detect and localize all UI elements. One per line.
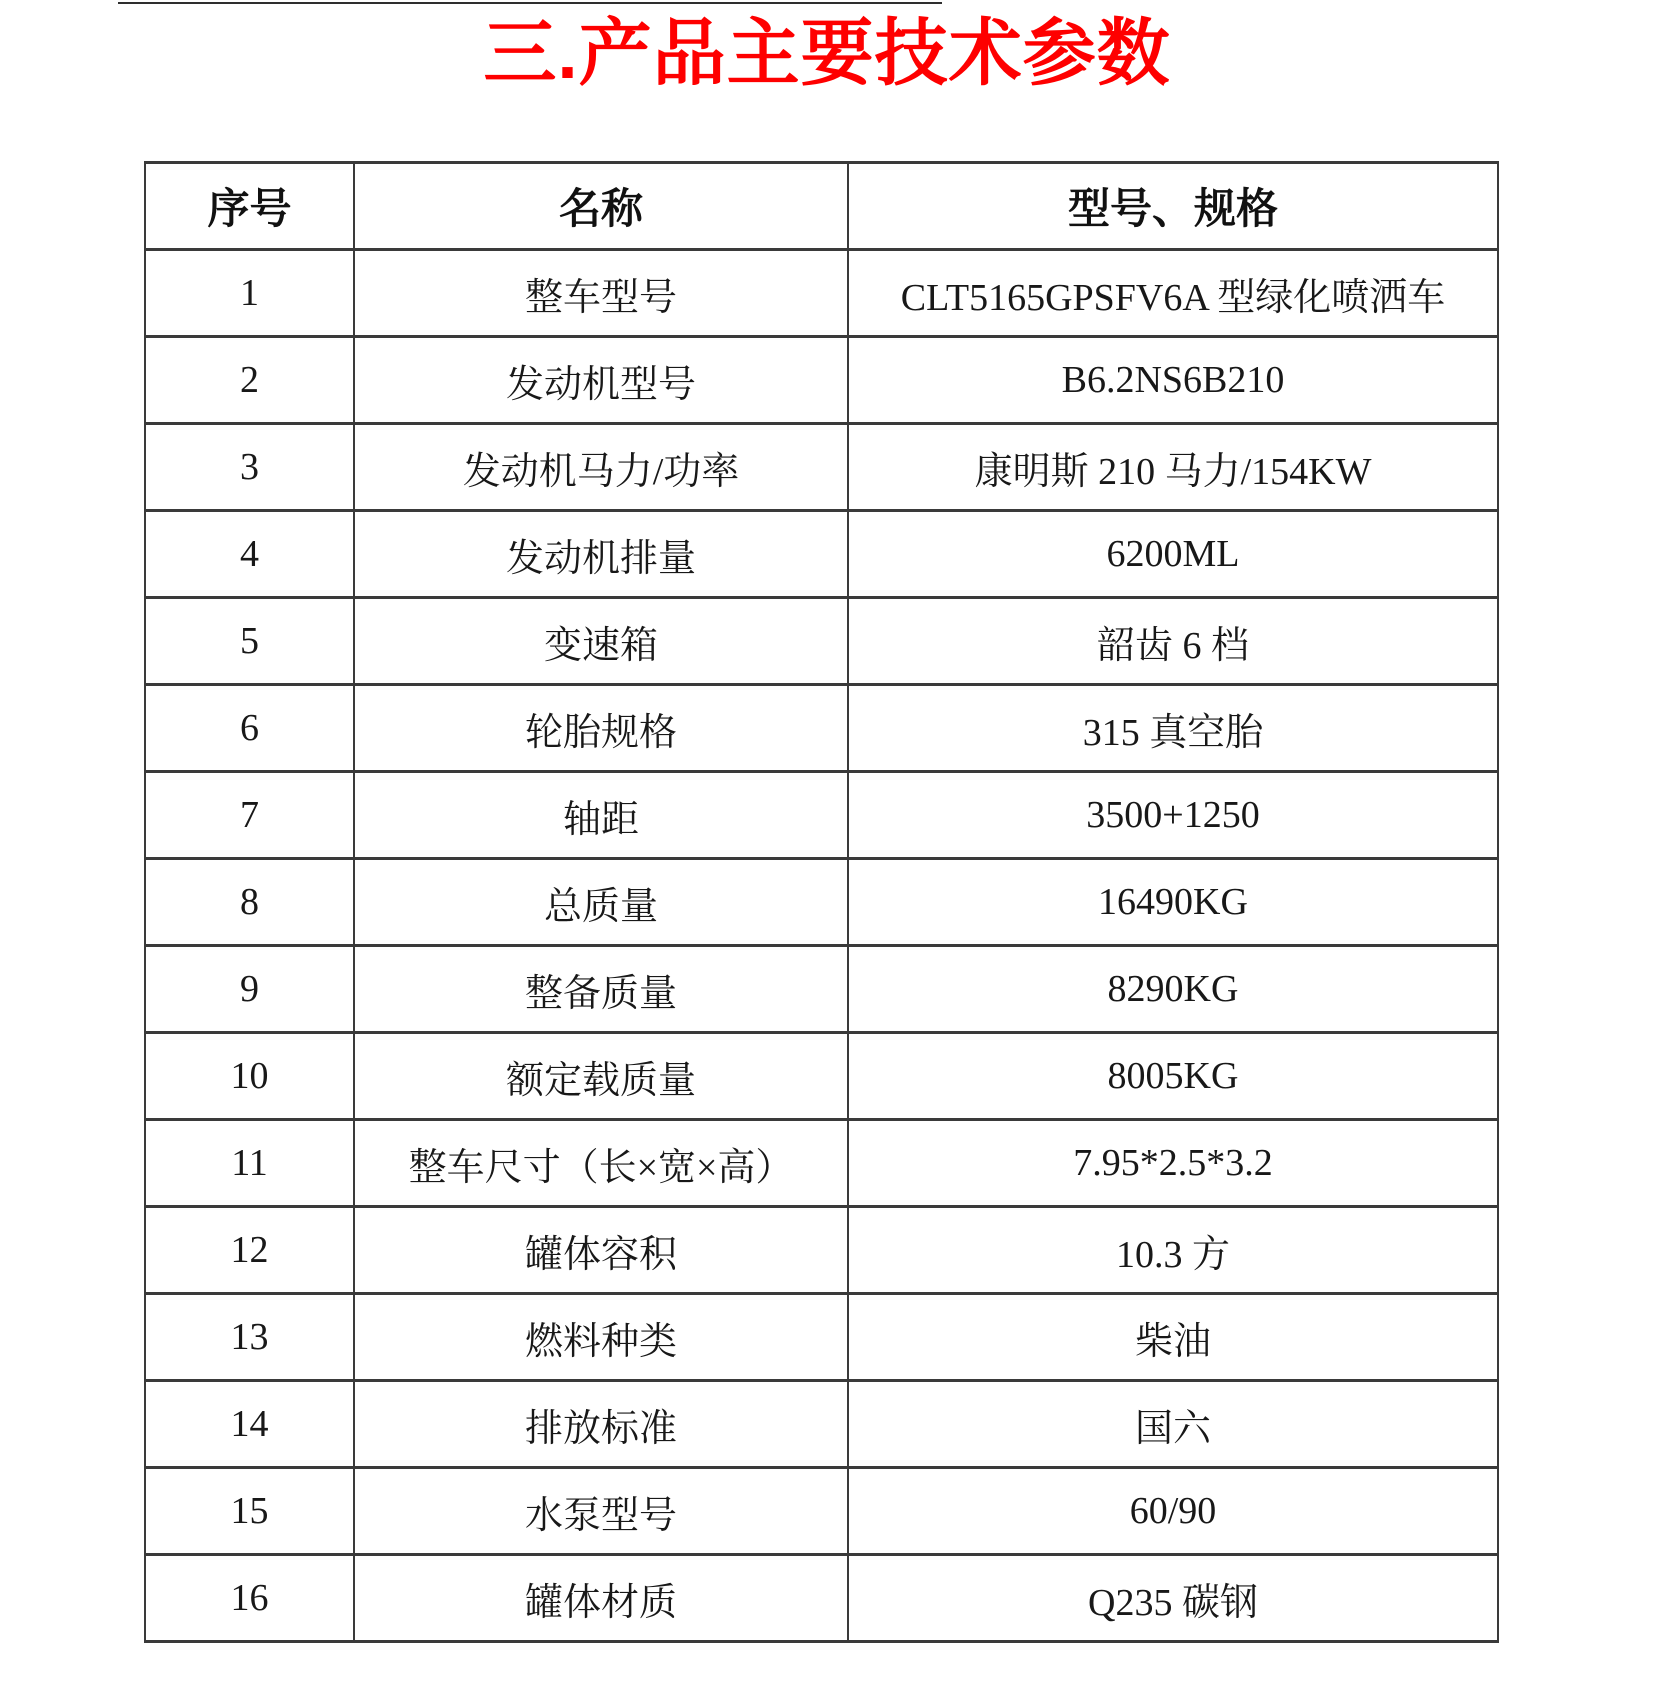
- cell-spec: 10.3 方: [848, 1207, 1498, 1294]
- cell-spec: 8005KG: [848, 1033, 1498, 1120]
- table-row: [145, 337, 1498, 424]
- cell-spec: 8290KG: [848, 946, 1498, 1033]
- cell-spec: B6.2NS6B210: [848, 337, 1498, 424]
- cell-name: 变速箱: [354, 598, 848, 685]
- table-header-row: [145, 163, 1498, 250]
- cell-index: 7: [145, 772, 354, 859]
- cell-index: 14: [145, 1381, 354, 1468]
- cell-name: 整车型号: [354, 250, 848, 337]
- cell-name: 轮胎规格: [354, 685, 848, 772]
- cell-name: 整车尺寸（长×宽×高）: [354, 1120, 848, 1207]
- table-row: [145, 1555, 1498, 1642]
- table-row: [145, 598, 1498, 685]
- cell-index: 3: [145, 424, 354, 511]
- cell-name: 水泵型号: [354, 1468, 848, 1555]
- cell-spec: Q235 碳钢: [848, 1555, 1498, 1642]
- cell-name: 发动机排量: [354, 511, 848, 598]
- cell-index: 10: [145, 1033, 354, 1120]
- cell-name: 额定载质量: [354, 1033, 848, 1120]
- table-row: [145, 1207, 1498, 1294]
- cell-spec: 6200ML: [848, 511, 1498, 598]
- table-row: [145, 1381, 1498, 1468]
- cell-index: 6: [145, 685, 354, 772]
- cell-index: 8: [145, 859, 354, 946]
- header-cell-index: 序号: [145, 163, 354, 250]
- cell-name: 整备质量: [354, 946, 848, 1033]
- cell-index: 12: [145, 1207, 354, 1294]
- cell-name: 罐体材质: [354, 1555, 848, 1642]
- cell-name: 发动机型号: [354, 337, 848, 424]
- table-row: [145, 424, 1498, 511]
- header-cell-name: 名称: [354, 163, 848, 250]
- cell-spec: CLT5165GPSFV6A 型绿化喷洒车: [848, 250, 1498, 337]
- cell-spec: 7.95*2.5*3.2: [848, 1120, 1498, 1207]
- cell-spec: 315 真空胎: [848, 685, 1498, 772]
- cell-name: 排放标准: [354, 1381, 848, 1468]
- cell-index: 4: [145, 511, 354, 598]
- cell-index: 15: [145, 1468, 354, 1555]
- cell-index: 1: [145, 250, 354, 337]
- cell-index: 5: [145, 598, 354, 685]
- cell-index: 16: [145, 1555, 354, 1642]
- cell-spec: 韶齿 6 档: [848, 598, 1498, 685]
- table-row: [145, 685, 1498, 772]
- table-row: [145, 1120, 1498, 1207]
- cell-index: 9: [145, 946, 354, 1033]
- table-row: [145, 511, 1498, 598]
- cell-name: 燃料种类: [354, 1294, 848, 1381]
- cell-name: 罐体容积: [354, 1207, 848, 1294]
- table-row: [145, 859, 1498, 946]
- page-title: 三.产品主要技术参数: [483, 13, 1171, 94]
- table-row: [145, 772, 1498, 859]
- cell-spec: 60/90: [848, 1468, 1498, 1555]
- cell-index: 2: [145, 337, 354, 424]
- table-row: [145, 946, 1498, 1033]
- table-row: [145, 1294, 1498, 1381]
- cell-spec: 康明斯 210 马力/154KW: [848, 424, 1498, 511]
- table-row: [145, 250, 1498, 337]
- cell-name: 轴距: [354, 772, 848, 859]
- table-body: [145, 250, 1498, 1642]
- cell-index: 13: [145, 1294, 354, 1381]
- cell-spec: 柴油: [848, 1294, 1498, 1381]
- cell-spec: 3500+1250: [848, 772, 1498, 859]
- spec-table: [144, 161, 1499, 1643]
- table-row: [145, 1468, 1498, 1555]
- cell-name: 总质量: [354, 859, 848, 946]
- header-cell-spec: 型号、规格: [848, 163, 1498, 250]
- table-row: [145, 1033, 1498, 1120]
- cell-spec: 16490KG: [848, 859, 1498, 946]
- cell-name: 发动机马力/功率: [354, 424, 848, 511]
- cell-index: 11: [145, 1120, 354, 1207]
- cell-spec: 国六: [848, 1381, 1498, 1468]
